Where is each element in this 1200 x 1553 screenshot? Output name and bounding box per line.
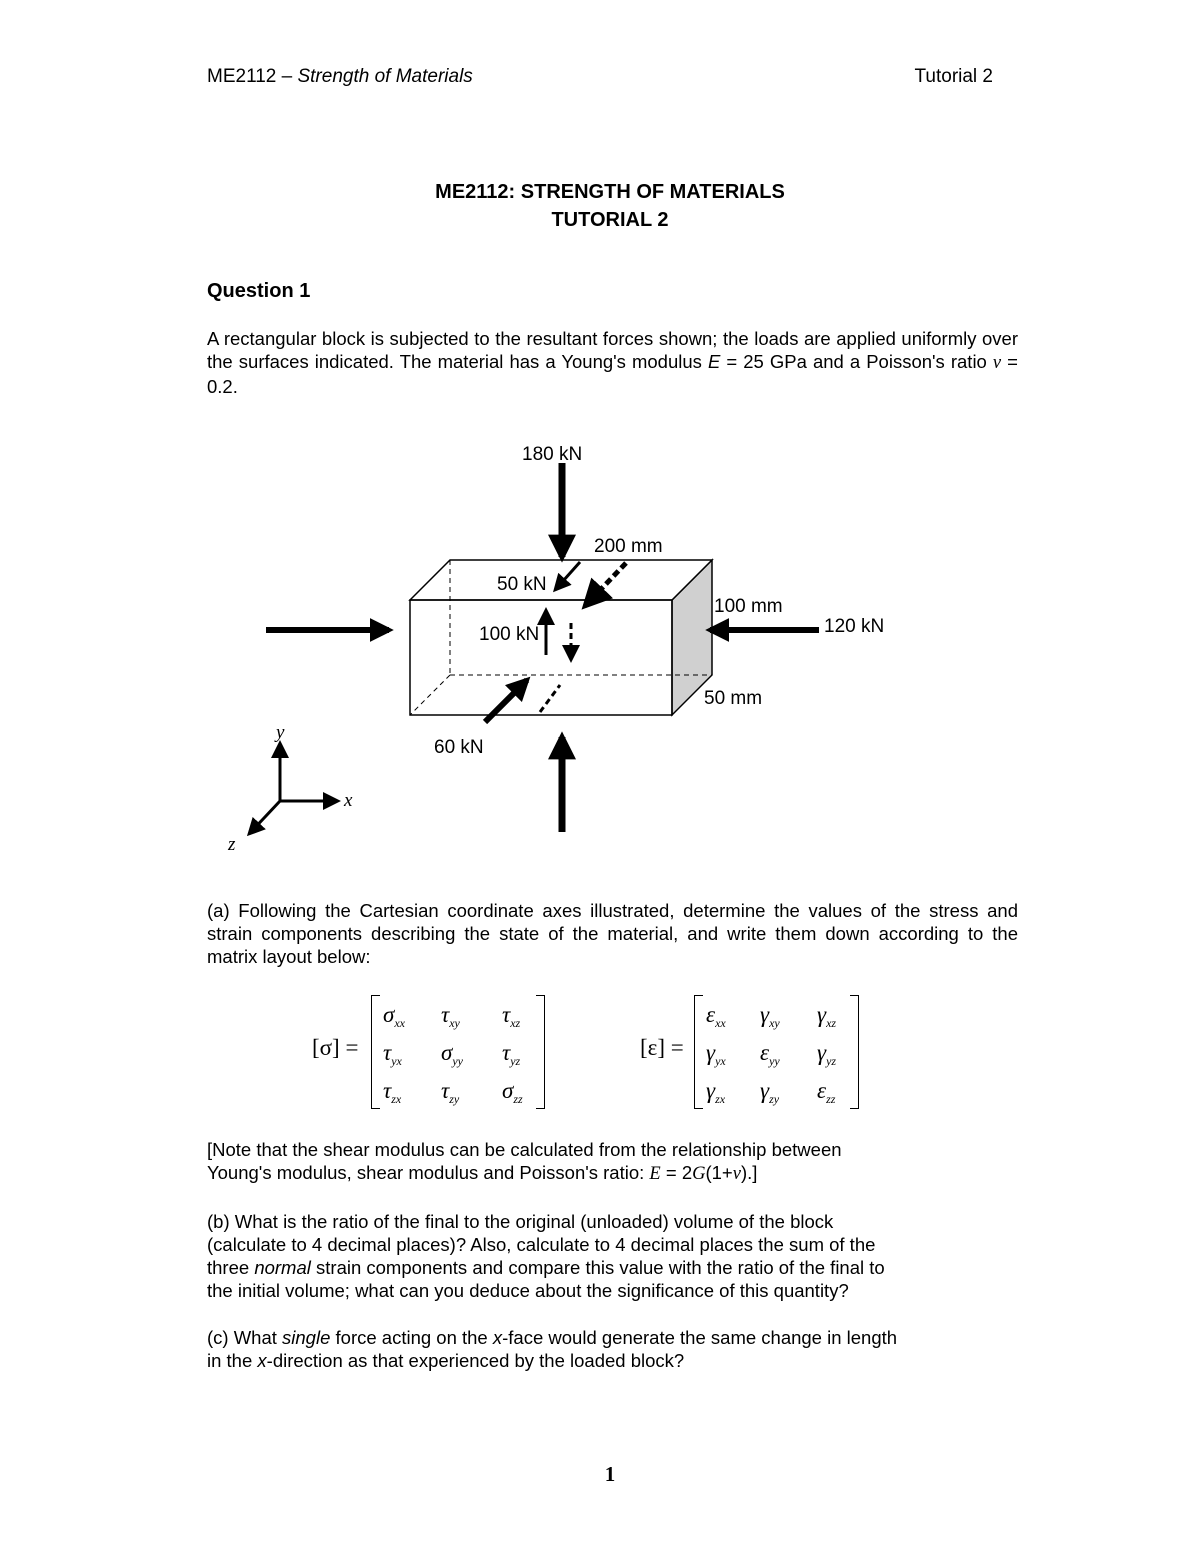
stress-r2c3: $\tau_{yz}$ — [502, 1040, 521, 1068]
strain-bracket-left — [694, 995, 703, 1109]
stress-r2c1: $\tau_{yx}$ — [383, 1040, 402, 1068]
label-axis-x: x — [344, 790, 353, 811]
label-200mm: 200 mm — [594, 536, 663, 557]
axis-z-line — [249, 801, 280, 834]
strain-matrix-lhs: [ε] = — [640, 1035, 684, 1060]
part-b-text — [207, 1210, 1018, 1302]
stress-bracket-left — [371, 995, 380, 1109]
strain-r1c1: $\varepsilon_{xx}$ — [706, 1002, 726, 1030]
stress-r3c3: $\sigma_{zz}$ — [502, 1078, 523, 1106]
part-b-line3: three normal strain components and compare this value with the ratio of the final to — [207, 1257, 885, 1278]
strain-r1c3: $\gamma_{xz}$ — [817, 1002, 837, 1030]
stress-r1c3: $\tau_{xz}$ — [502, 1002, 521, 1030]
label-50kn: 50 kN — [497, 574, 547, 595]
note-block — [207, 1138, 1018, 1186]
strain-r2c3: $\gamma_{yz}$ — [817, 1040, 837, 1068]
part-b-line2: (calculate to 4 decimal places)? Also, calculate to 4 decimal places the sum of the — [207, 1234, 876, 1255]
strain-r2c1: $\gamma_{yx}$ — [706, 1040, 726, 1068]
question-heading: Question 1 — [207, 280, 311, 302]
part-b-line1: (b) What is the ratio of the final to the original (unloaded) volume of the block — [207, 1211, 834, 1232]
strain-r2c2: $\varepsilon_{yy}$ — [760, 1040, 780, 1068]
header-course-name: Strength of Materials — [297, 66, 473, 87]
strain-r3c2: $\gamma_{zy}$ — [760, 1078, 780, 1106]
stress-r3c1: $\tau_{zx}$ — [383, 1078, 402, 1106]
label-axis-z: z — [228, 834, 236, 855]
strain-r3c3: $\varepsilon_{zz}$ — [817, 1078, 836, 1106]
label-100kn: 100 kN — [479, 624, 540, 645]
label-50mm: 50 mm — [704, 688, 763, 709]
stress-r1c1: $\sigma_{xx}$ — [383, 1002, 405, 1030]
intro-E: E — [707, 351, 721, 372]
part-c-text — [207, 1326, 1018, 1372]
note-line1: [Note that the shear modulus can be calculated from the relationship between — [207, 1139, 842, 1160]
label-100mm: 100 mm — [714, 596, 783, 617]
stress-r3c2: $\tau_{zy}$ — [441, 1078, 460, 1106]
intro-text-3: = 0.2. — [207, 351, 1018, 397]
header-course-code: ME2112 – — [207, 66, 298, 87]
label-axis-y: y — [276, 722, 285, 743]
part-a-text: (a) Following the Cartesian coordinate axes illustrated, determine the values of the stress and strain components describing the state of the material, and write them down according to the matrix layout below: — [207, 900, 1018, 967]
stress-r1c2: $\tau_{xy}$ — [441, 1002, 460, 1030]
stress-bracket-right — [536, 995, 545, 1109]
page-number: 1 — [604, 1462, 616, 1486]
stress-r2c2: $\sigma_{yy}$ — [441, 1040, 463, 1068]
header-tutorial: Tutorial 2 — [914, 66, 993, 87]
page-subtitle: TUTORIAL 2 — [551, 209, 669, 231]
part-c-line2: in the x-direction as that experienced by the loaded block? — [207, 1350, 685, 1371]
intro-text-2: = 25 GPa and a Poisson's ratio — [720, 351, 993, 372]
strain-r3c1: $\gamma_{zx}$ — [706, 1078, 726, 1106]
intro-nu: ν — [992, 353, 1002, 373]
page-title: ME2112: STRENGTH OF MATERIALS — [435, 181, 785, 203]
note-line2: Young's modulus, shear modulus and Poisson's ratio: E = 2G(1+ν).] — [207, 1162, 758, 1184]
strain-bracket-right — [850, 995, 859, 1109]
part-b-line4: the initial volume; what can you deduce about the significance of this quantity? — [207, 1280, 849, 1301]
label-60kn: 60 kN — [434, 737, 484, 758]
strain-r1c2: $\gamma_{xy}$ — [760, 1002, 780, 1030]
part-c-line1: (c) What single force acting on the x-face would generate the same change in length — [207, 1327, 898, 1348]
intro-text-1: A rectangular block is subjected to the resultant forces shown; the loads are applied uniformly over the surfaces indicated. The material has a Young's modulus — [207, 328, 1018, 372]
block-top-face — [410, 560, 712, 600]
label-180kn: 180 kN — [522, 444, 583, 465]
stress-matrix-lhs: [σ] = — [312, 1035, 359, 1060]
block-front-face — [410, 600, 672, 715]
label-120kn: 120 kN — [824, 616, 885, 637]
arrow-60kn-hidden — [540, 685, 560, 712]
